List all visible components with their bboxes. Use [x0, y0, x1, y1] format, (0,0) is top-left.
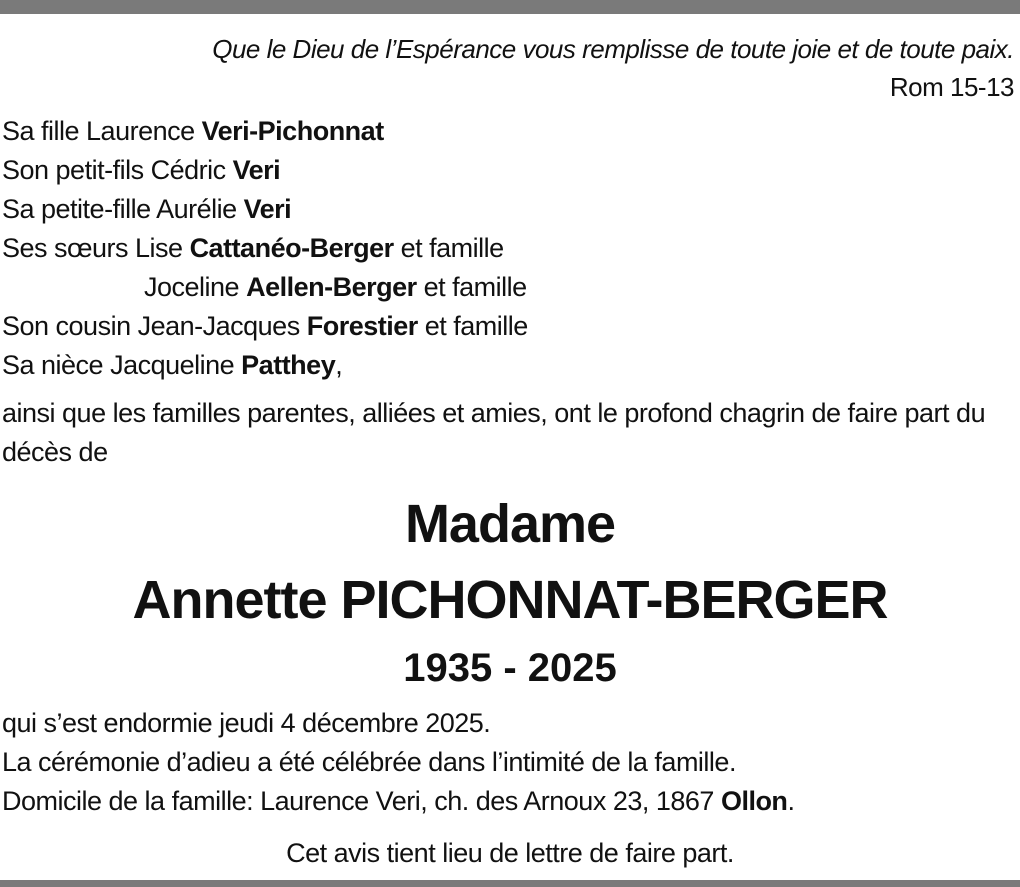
passing-date: qui s’est endormie jeudi 4 décembre 2025.	[2, 708, 491, 738]
family-surname: Veri	[243, 194, 292, 224]
bible-verse	[212, 30, 1014, 106]
family-member: Son cousin Jean-Jacques Forestier et famille	[2, 311, 528, 341]
footer-note: Cet avis tient lieu de lettre de faire part.	[286, 838, 734, 868]
family-surname: Patthey	[241, 350, 336, 380]
ceremony-info: La cérémonie d’adieu a été célébrée dans l’intimité de la famille.	[2, 747, 736, 777]
family-member: Sa fille Laurence Veri-Pichonnat	[2, 116, 384, 146]
deceased-title: Madame	[404, 494, 616, 554]
top-rule	[0, 0, 1020, 14]
family-member: Sa nièce Jacqueline Patthey,	[2, 350, 343, 380]
family-member: Son petit-fils Cédric Veri	[2, 155, 281, 185]
bottom-rule	[0, 880, 1020, 887]
deceased-years: 1935 - 2025	[403, 646, 617, 690]
family-surname: Veri-Pichonnat	[201, 116, 384, 146]
deceased-block	[0, 486, 1020, 698]
verse-quote: Que le Dieu de l’Espérance vous remplisse de toute joie et de toute paix.	[212, 34, 1014, 64]
family-member: Joceline Aellen-Berger et famille	[144, 272, 527, 302]
deceased-name: Annette PICHONNAT-BERGER	[132, 570, 888, 630]
family-list	[2, 112, 528, 385]
announcement-text: ainsi que les familles parentes, alliées et amies, ont le profond chagrin de faire part du décès de	[2, 398, 986, 467]
family-surname: Veri	[232, 155, 281, 185]
family-surname: Aellen-Berger	[246, 272, 417, 302]
family-surname: Cattanéo-Berger	[189, 233, 394, 263]
verse-reference: Rom 15-13	[889, 72, 1014, 102]
family-address: Domicile de la famille: Laurence Veri, ch. des Arnoux 23, 1867 Ollon.	[2, 786, 795, 816]
town-name: Ollon	[720, 786, 788, 816]
details-block	[2, 704, 794, 821]
family-member: Sa petite-fille Aurélie Veri	[2, 194, 292, 224]
family-member: Ses sœurs Lise Cattanéo-Berger et famille	[2, 233, 504, 263]
family-surname: Forestier	[306, 311, 418, 341]
